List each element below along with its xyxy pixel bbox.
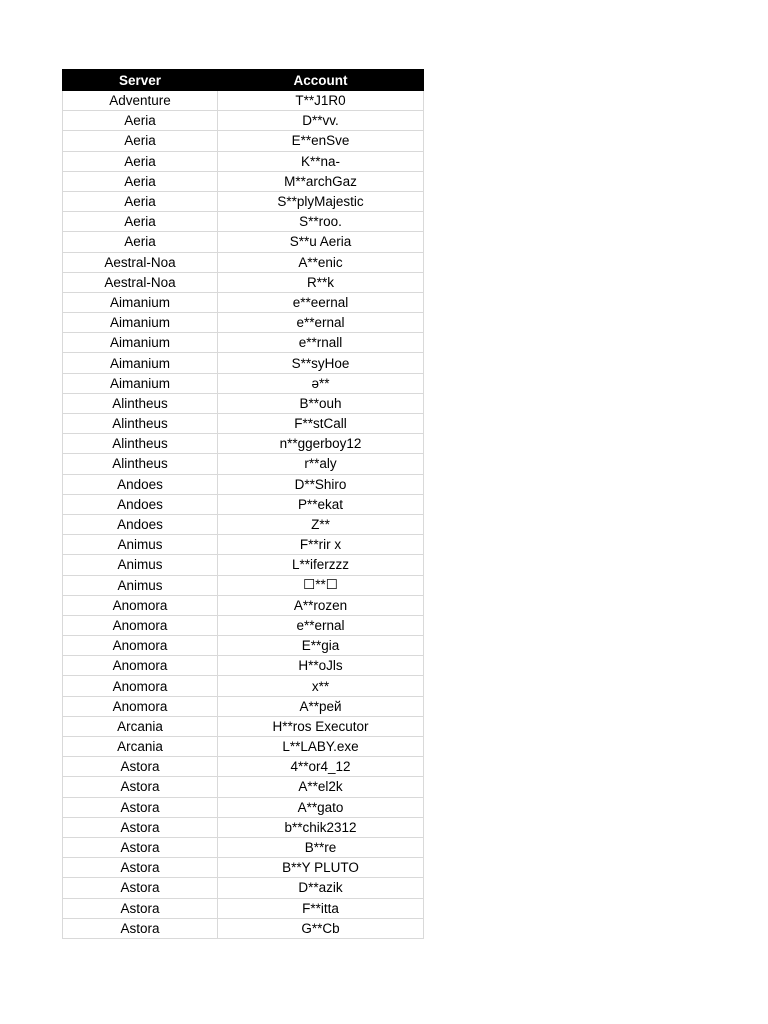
account-cell: x** — [218, 676, 424, 696]
table-body — [63, 91, 424, 939]
table-row — [63, 797, 424, 817]
account-cell: S**syHoe — [218, 353, 424, 373]
table-row — [63, 434, 424, 454]
account-cell: D**azik — [218, 878, 424, 898]
table-row — [63, 575, 424, 595]
table-row — [63, 878, 424, 898]
server-cell: Alintheus — [63, 434, 218, 454]
table-row — [63, 333, 424, 353]
account-cell: D**Shiro — [218, 474, 424, 494]
server-cell: Astora — [63, 797, 218, 817]
account-cell: e**eernal — [218, 292, 424, 312]
account-cell: E**enSve — [218, 131, 424, 151]
server-cell: Astora — [63, 777, 218, 797]
table-row — [63, 555, 424, 575]
server-cell: Astora — [63, 918, 218, 938]
account-cell: B**ouh — [218, 393, 424, 413]
table-row — [63, 353, 424, 373]
server-cell: Aeria — [63, 151, 218, 171]
account-cell: G**Cb — [218, 918, 424, 938]
account-cell: F**rir x — [218, 535, 424, 555]
server-cell: Aimanium — [63, 353, 218, 373]
table-row — [63, 737, 424, 757]
server-cell: Aestral-Noa — [63, 252, 218, 272]
table-row — [63, 373, 424, 393]
account-cell: D**vv. — [218, 111, 424, 131]
account-cell: H**oJls — [218, 656, 424, 676]
table-row — [63, 676, 424, 696]
server-cell: Astora — [63, 837, 218, 857]
account-cell: E**gia — [218, 636, 424, 656]
table-row — [63, 656, 424, 676]
table-row — [63, 292, 424, 312]
table-row — [63, 111, 424, 131]
server-cell: Alintheus — [63, 414, 218, 434]
table-row — [63, 817, 424, 837]
server-cell: Arcania — [63, 737, 218, 757]
server-cell: Animus — [63, 535, 218, 555]
server-cell: Aeria — [63, 232, 218, 252]
account-cell: R**k — [218, 272, 424, 292]
server-cell: Arcania — [63, 716, 218, 736]
server-cell: Aimanium — [63, 313, 218, 333]
account-cell: A**rozen — [218, 595, 424, 615]
server-cell: Anomora — [63, 656, 218, 676]
account-cell: T**J1R0 — [218, 91, 424, 111]
server-cell: Aimanium — [63, 292, 218, 312]
table-row — [63, 858, 424, 878]
table-row — [63, 151, 424, 171]
table-row — [63, 615, 424, 635]
account-cell: L**iferzzz — [218, 555, 424, 575]
account-cell: F**stCall — [218, 414, 424, 434]
server-cell: Alintheus — [63, 454, 218, 474]
table-row — [63, 898, 424, 918]
server-cell: Aeria — [63, 191, 218, 211]
account-cell: ə** — [218, 373, 424, 393]
table-row — [63, 837, 424, 857]
server-cell: Aeria — [63, 111, 218, 131]
table-row — [63, 272, 424, 292]
table-row — [63, 171, 424, 191]
account-cell: B**Y PLUTO — [218, 858, 424, 878]
server-cell: Aimanium — [63, 373, 218, 393]
table-row — [63, 131, 424, 151]
table-row — [63, 91, 424, 111]
account-cell: e**ernal — [218, 615, 424, 635]
account-cell: P**ekat — [218, 494, 424, 514]
server-cell: Andoes — [63, 494, 218, 514]
account-cell: A**рей — [218, 696, 424, 716]
table-row — [63, 535, 424, 555]
table-row — [63, 313, 424, 333]
table-row — [63, 494, 424, 514]
server-cell: Aeria — [63, 171, 218, 191]
server-cell: Andoes — [63, 474, 218, 494]
server-column-header: Server — [63, 70, 218, 91]
account-cell: r**aly — [218, 454, 424, 474]
table-row — [63, 716, 424, 736]
server-cell: Anomora — [63, 676, 218, 696]
server-cell: Animus — [63, 575, 218, 595]
account-cell: Z** — [218, 514, 424, 534]
account-cell: b**chik2312 — [218, 817, 424, 837]
server-cell: Aeria — [63, 131, 218, 151]
account-cell: S**plyMajestic — [218, 191, 424, 211]
header-row — [63, 70, 424, 91]
account-cell: 4**or4_12 — [218, 757, 424, 777]
table-row — [63, 414, 424, 434]
server-cell: Andoes — [63, 514, 218, 534]
server-cell: Anomora — [63, 636, 218, 656]
account-cell: e**ernal — [218, 313, 424, 333]
table-row — [63, 514, 424, 534]
server-cell: Anomora — [63, 696, 218, 716]
server-account-table — [62, 69, 424, 939]
account-cell: A**el2k — [218, 777, 424, 797]
account-cell: L**LABY.exe — [218, 737, 424, 757]
table-row — [63, 777, 424, 797]
account-cell: A**enic — [218, 252, 424, 272]
account-cell: H**ros Executor — [218, 716, 424, 736]
table-row — [63, 252, 424, 272]
table-row — [63, 191, 424, 211]
table-row — [63, 454, 424, 474]
table-row — [63, 918, 424, 938]
table-row — [63, 757, 424, 777]
table-row — [63, 212, 424, 232]
table-row — [63, 232, 424, 252]
account-cell: e**rnall — [218, 333, 424, 353]
account-cell: ☐**☐ — [218, 575, 424, 595]
account-cell: S**u Aeria — [218, 232, 424, 252]
account-cell: A**gato — [218, 797, 424, 817]
server-cell: Animus — [63, 555, 218, 575]
server-cell: Aeria — [63, 212, 218, 232]
server-cell: Astora — [63, 858, 218, 878]
server-cell: Anomora — [63, 615, 218, 635]
table-row — [63, 393, 424, 413]
table-row — [63, 696, 424, 716]
account-cell: n**ggerboy12 — [218, 434, 424, 454]
account-cell: S**roo. — [218, 212, 424, 232]
account-cell: B**re — [218, 837, 424, 857]
server-cell: Astora — [63, 878, 218, 898]
server-cell: Astora — [63, 757, 218, 777]
table-row — [63, 595, 424, 615]
server-cell: Alintheus — [63, 393, 218, 413]
table-row — [63, 636, 424, 656]
account-column-header: Account — [218, 70, 424, 91]
table-row — [63, 474, 424, 494]
server-cell: Aimanium — [63, 333, 218, 353]
server-cell: Anomora — [63, 595, 218, 615]
server-cell: Adventure — [63, 91, 218, 111]
server-cell: Astora — [63, 817, 218, 837]
account-cell: F**itta — [218, 898, 424, 918]
account-cell: K**na- — [218, 151, 424, 171]
account-cell: M**archGaz — [218, 171, 424, 191]
server-cell: Astora — [63, 898, 218, 918]
server-cell: Aestral-Noa — [63, 272, 218, 292]
